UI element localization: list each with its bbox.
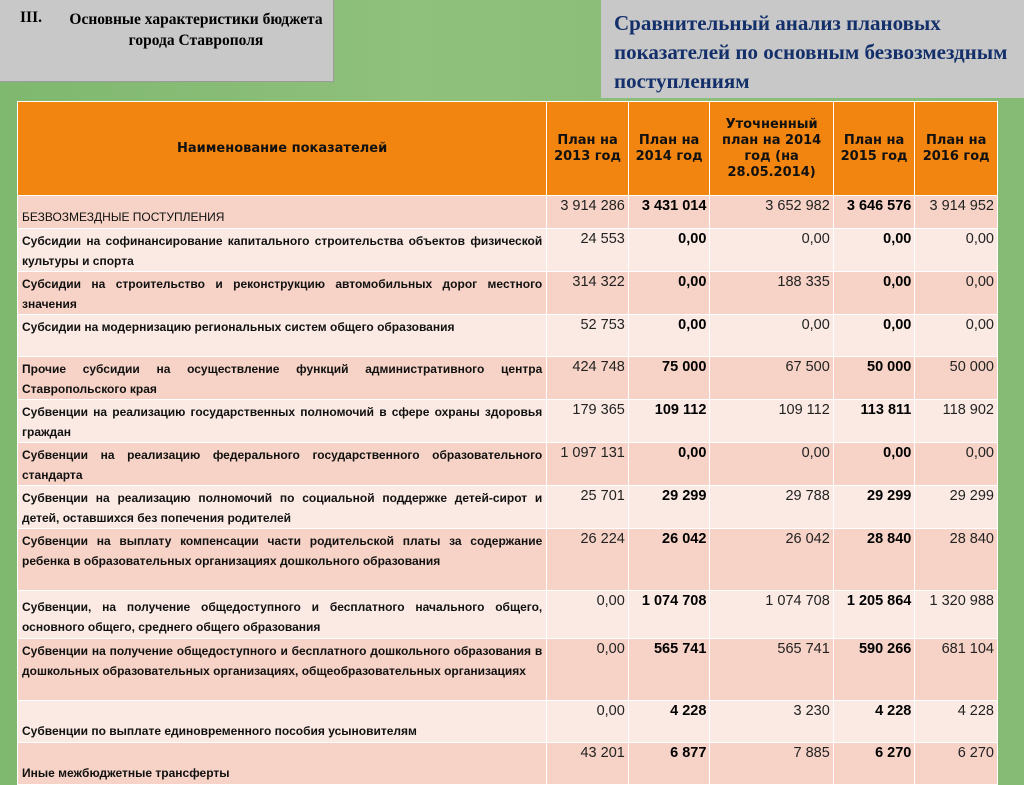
row-name: БЕЗВОЗМЕЗДНЫЕ ПОСТУПЛЕНИЯ — [18, 196, 547, 229]
cell-2015: 113 811 — [833, 400, 915, 443]
cell-2014-updated: 188 335 — [710, 272, 833, 315]
section-number: III. — [20, 9, 42, 26]
cell-2014: 26 042 — [628, 529, 710, 591]
column-header-2015: План на 2015 год — [833, 102, 915, 196]
table-row — [18, 591, 998, 639]
slide-title: Сравнительный анализ плановых показателей по основным безвозмездным поступлениям — [601, 0, 1024, 98]
cell-2016: 0,00 — [915, 272, 998, 315]
table-row — [18, 486, 998, 529]
section-header — [0, 0, 334, 82]
table-row — [18, 196, 998, 229]
cell-2016: 118 902 — [915, 400, 998, 443]
cell-2014-updated: 3 230 — [710, 701, 833, 743]
row-name: Субвенции на реализацию федерального государственного образовательного стандарта — [18, 443, 547, 486]
cell-2014-updated: 0,00 — [710, 443, 833, 486]
cell-2015: 6 270 — [833, 743, 915, 785]
cell-2014-updated: 29 788 — [710, 486, 833, 529]
row-name: Субвенции на реализацию государственных полномочий в сфере охраны здоровья граждан — [18, 400, 547, 443]
revenue-table — [17, 101, 998, 785]
column-header-name: Наименование показателей — [18, 102, 547, 196]
cell-2013: 424 748 — [547, 357, 629, 400]
row-name: Субвенции на реализацию полномочий по социальной поддержке детей-сирот и детей, оставшихся без попечения родителей — [18, 486, 547, 529]
cell-2013: 52 753 — [547, 315, 629, 357]
cell-2015: 29 299 — [833, 486, 915, 529]
cell-2015: 3 646 576 — [833, 196, 915, 229]
cell-2015: 4 228 — [833, 701, 915, 743]
column-header-2013: План на 2013 год — [547, 102, 629, 196]
table-row — [18, 639, 998, 701]
table-row — [18, 229, 998, 272]
cell-2014-updated: 26 042 — [710, 529, 833, 591]
cell-2016: 1 320 988 — [915, 591, 998, 639]
cell-2014-updated: 7 885 — [710, 743, 833, 785]
cell-2013: 25 701 — [547, 486, 629, 529]
cell-2016: 0,00 — [915, 315, 998, 357]
cell-2013: 1 097 131 — [547, 443, 629, 486]
cell-2016: 4 228 — [915, 701, 998, 743]
cell-2014-updated: 1 074 708 — [710, 591, 833, 639]
cell-2016: 3 914 952 — [915, 196, 998, 229]
row-name: Субвенции на получение общедоступного и бесплатного дошкольного образования в дошкольных образовательных организациях, общеобразовательных организациях — [18, 639, 547, 701]
section-title: Основные характеристики бюджета города Ставрополя — [69, 11, 323, 49]
cell-2014: 109 112 — [628, 400, 710, 443]
table-row — [18, 743, 998, 785]
cell-2015: 50 000 — [833, 357, 915, 400]
cell-2014: 4 228 — [628, 701, 710, 743]
column-header-2014: План на 2014 год — [628, 102, 710, 196]
cell-2015: 590 266 — [833, 639, 915, 701]
cell-2013: 24 553 — [547, 229, 629, 272]
row-name: Субсидии на софинансирование капитального строительства объектов физической культуры и спорта — [18, 229, 547, 272]
cell-2014-updated: 109 112 — [710, 400, 833, 443]
cell-2014-updated: 67 500 — [710, 357, 833, 400]
table-row — [18, 400, 998, 443]
table-row — [18, 357, 998, 400]
cell-2015: 0,00 — [833, 315, 915, 357]
table-row — [18, 315, 998, 357]
cell-2014: 0,00 — [628, 315, 710, 357]
cell-2014-updated: 0,00 — [710, 315, 833, 357]
cell-2016: 28 840 — [915, 529, 998, 591]
row-name: Субвенции, на получение общедоступного и бесплатного начального общего, основного общего, среднего общего образования — [18, 591, 547, 639]
table-row — [18, 272, 998, 315]
cell-2015: 0,00 — [833, 443, 915, 486]
row-name: Субсидии на строительство и реконструкцию автомобильных дорог местного значения — [18, 272, 547, 315]
cell-2015: 28 840 — [833, 529, 915, 591]
cell-2015: 0,00 — [833, 272, 915, 315]
cell-2013: 26 224 — [547, 529, 629, 591]
cell-2013: 3 914 286 — [547, 196, 629, 229]
cell-2016: 50 000 — [915, 357, 998, 400]
column-header-2016: План на 2016 год — [915, 102, 998, 196]
cell-2013: 314 322 — [547, 272, 629, 315]
cell-2016: 681 104 — [915, 639, 998, 701]
cell-2014: 1 074 708 — [628, 591, 710, 639]
cell-2014-updated: 0,00 — [710, 229, 833, 272]
cell-2013: 43 201 — [547, 743, 629, 785]
cell-2014: 6 877 — [628, 743, 710, 785]
row-name: Субвенции на выплату компенсации части родительской платы за содержание ребенка в образовательных организациях дошкольного образования — [18, 529, 547, 591]
cell-2013: 0,00 — [547, 639, 629, 701]
table-row — [18, 529, 998, 591]
row-name: Субсидии на модернизацию региональных систем общего образования — [18, 315, 547, 357]
cell-2016: 0,00 — [915, 229, 998, 272]
table-header-row — [18, 102, 998, 196]
cell-2014-updated: 565 741 — [710, 639, 833, 701]
cell-2015: 1 205 864 — [833, 591, 915, 639]
cell-2013: 0,00 — [547, 591, 629, 639]
cell-2015: 0,00 — [833, 229, 915, 272]
row-name: Прочие субсидии на осуществление функций административного центра Ставропольского края — [18, 357, 547, 400]
cell-2014: 0,00 — [628, 229, 710, 272]
cell-2014: 0,00 — [628, 443, 710, 486]
cell-2016: 29 299 — [915, 486, 998, 529]
cell-2014: 565 741 — [628, 639, 710, 701]
column-header-2014-updated: Уточненный план на 2014 год (на 28.05.2014) — [710, 102, 833, 196]
cell-2016: 0,00 — [915, 443, 998, 486]
table-row — [18, 443, 998, 486]
row-name: Субвенции по выплате единовременного пособия усыновителям — [18, 701, 547, 743]
cell-2013: 0,00 — [547, 701, 629, 743]
cell-2014: 75 000 — [628, 357, 710, 400]
cell-2014: 3 431 014 — [628, 196, 710, 229]
cell-2014: 29 299 — [628, 486, 710, 529]
cell-2014: 0,00 — [628, 272, 710, 315]
cell-2013: 179 365 — [547, 400, 629, 443]
cell-2016: 6 270 — [915, 743, 998, 785]
table-row — [18, 701, 998, 743]
cell-2014-updated: 3 652 982 — [710, 196, 833, 229]
row-name: Иные межбюджетные трансферты — [18, 743, 547, 785]
